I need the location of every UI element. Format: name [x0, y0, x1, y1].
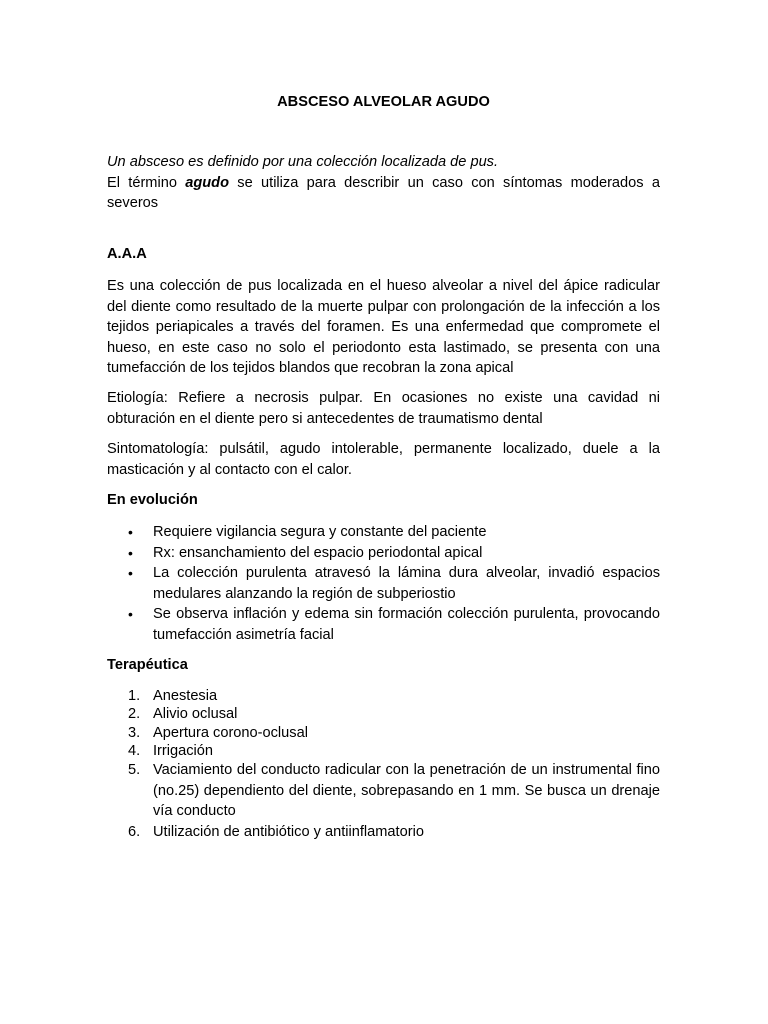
evolucion-bullet-list	[107, 522, 660, 645]
list-item-number: 2.	[128, 706, 141, 723]
document-title: ABSCESO ALVEOLAR AGUDO	[277, 94, 490, 110]
bullet-icon: •	[128, 544, 133, 561]
list-item	[107, 543, 660, 564]
term-prefix: El término	[107, 174, 186, 191]
list-item-text: Alivio oclusal	[153, 706, 238, 723]
list-item	[107, 760, 660, 822]
list-item	[107, 604, 660, 645]
section-heading-evolucion: En evolución	[107, 492, 198, 508]
list-item-text: Requiere vigilancia segura y constante del paciente	[153, 524, 487, 540]
list-item	[107, 687, 660, 705]
paragraph-sintomatologia: Sintomatología: pulsátil, agudo intolerable, permanente localizado, duele a la masticación y al contacto con el calor.	[107, 441, 660, 478]
list-item	[107, 742, 660, 760]
list-item-text: Apertura corono-oclusal	[153, 724, 308, 741]
list-item-text: Anestesia	[153, 688, 218, 704]
term-emphasis: agudo	[185, 174, 230, 191]
list-item-text: Rx: ensanchamiento del espacio periodontal apical	[153, 544, 483, 561]
term-sentence	[107, 173, 660, 214]
section-heading-aaa: A.A.A	[107, 246, 147, 262]
list-item	[107, 705, 660, 723]
paragraph-etiologia: Etiología: Refiere a necrosis pulpar. En ocasiones no existe una cavidad ni obturación en el diente pero si antecedentes de traumatismo dental	[107, 390, 660, 427]
list-item	[107, 724, 660, 742]
list-item-number: 1.	[128, 688, 141, 704]
list-item	[107, 563, 660, 604]
list-item-text: La colección purulenta atravesó la lámina dura alveolar, invadió espacios medulares alanzando la región de subperiostio	[153, 565, 660, 602]
list-item-text: Irrigación	[153, 742, 214, 759]
section-heading-terapeutica: Terapéutica	[107, 657, 188, 673]
bullet-icon: •	[128, 606, 133, 622]
list-item-text: Utilización de antibiótico y antiinflamatorio	[153, 823, 424, 840]
list-item-number: 4.	[128, 742, 141, 759]
paragraph-definition: Es una colección de pus localizada en el hueso alveolar a nivel del ápice radicular del diente como resultado de la muerte pulpar con prolongación de la infección a los tejidos periapicales a través del foramen. Es una enfermedad que compromete el hueso, en este caso no solo el periodonto esta lastimado, se presenta con una tumefacción de los tejidos blandos que recobran la zona apical	[107, 278, 660, 376]
bullet-icon: •	[128, 565, 133, 581]
list-item-number: 5.	[128, 762, 141, 779]
term-suffix: se utiliza para describir un caso con síntomas moderados a severos	[107, 174, 660, 211]
list-item-text: Se observa inflación y edema sin formación colección purulenta, provocando tumefacción asimetría facial	[153, 606, 660, 643]
definition-text: Un absceso es definido por una colección localizada de pus.	[107, 154, 499, 170]
list-item-number: 6.	[128, 823, 141, 840]
terapeutica-numbered-list	[107, 687, 660, 842]
list-item	[107, 522, 660, 543]
intro-block	[107, 152, 660, 214]
bullet-icon: •	[128, 524, 133, 540]
list-item	[107, 822, 660, 843]
list-item-number: 3.	[128, 724, 141, 741]
list-item-text: Vaciamiento del conducto radicular con la penetración de un instrumental fino (no.25) dependiento del diente, sobrepasando en 1 mm. Se busca un drenaje vía conducto	[153, 762, 660, 820]
